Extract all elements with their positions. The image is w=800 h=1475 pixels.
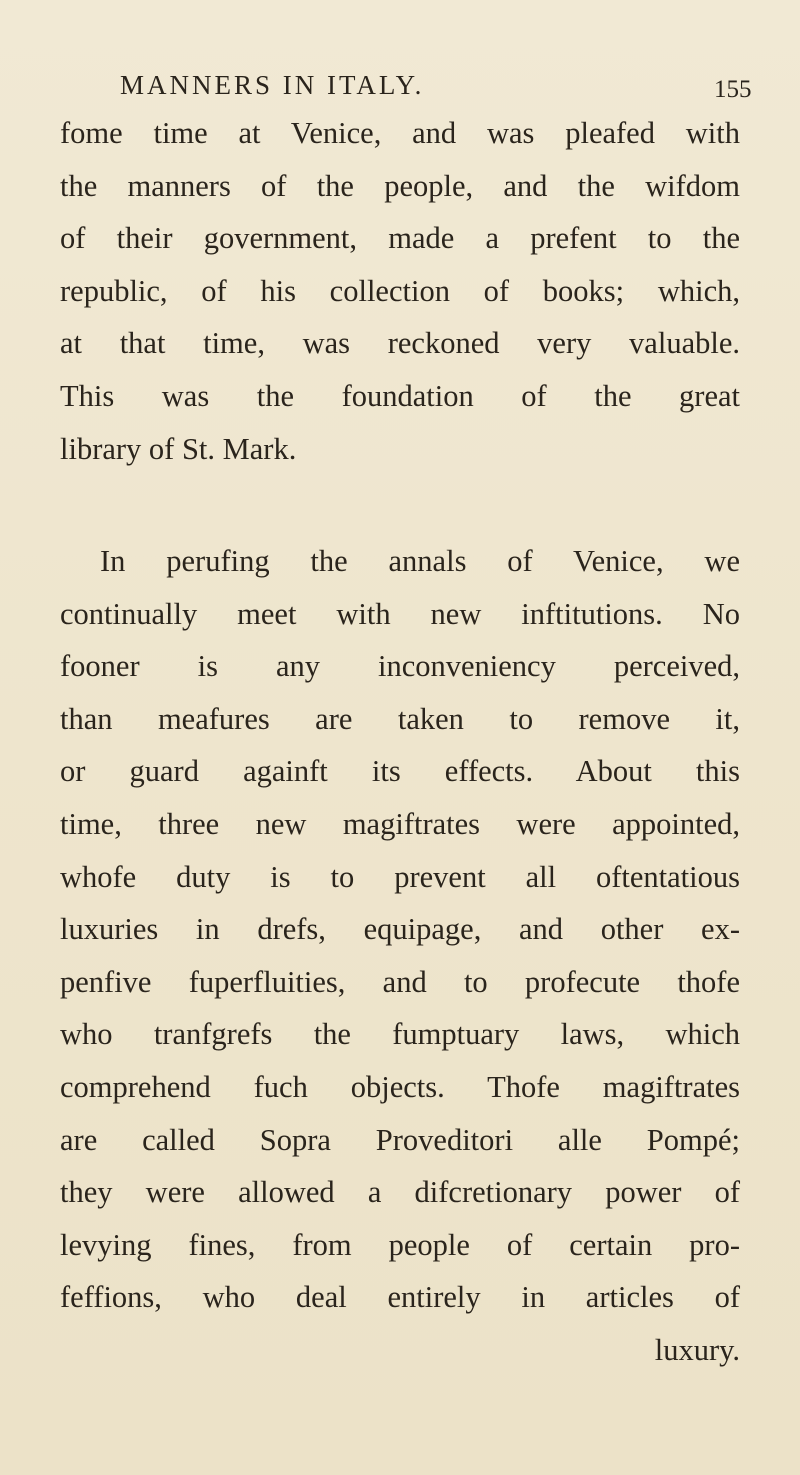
text-line: penfive fuperfluities, and to profecute thofe: [60, 964, 740, 999]
text-line: fooner is any inconveniency perceived,: [60, 649, 740, 684]
page-number: 155: [714, 76, 752, 103]
text-line: they were allowed a difcretionary power of: [60, 1175, 740, 1210]
text-line: levying fines, from people of certain pro-: [60, 1227, 740, 1262]
text-line: who tranfgrefs the fumptuary laws, which: [60, 1017, 740, 1052]
text-line: are called Sopra Proveditori alle Pompé;: [60, 1122, 740, 1157]
text-line: continually meet with new inftitutions. No: [60, 596, 740, 631]
text-line: library of St. Mark.: [60, 431, 297, 466]
text-line: the manners of the people, and the wifdom: [60, 168, 740, 203]
text-line: or guard againft its effects. About this: [60, 754, 740, 789]
text-line: than meafures are taken to remove it,: [60, 701, 740, 736]
text-line: at that time, was reckoned very valuable.: [60, 326, 740, 361]
text-line: In perufing the annals of Venice, we: [100, 544, 740, 578]
text-line: republic, of his collection of books; which,: [60, 273, 740, 308]
paragraph-2: [60, 535, 740, 1377]
text-line: This was the foundation of the great: [60, 378, 740, 413]
text-line: feffions, who deal entirely in articles of: [60, 1280, 740, 1315]
paragraph-1: [60, 107, 740, 475]
text-line: whofe duty is to prevent all oftentatious: [60, 859, 740, 894]
text-line: comprehend fuch objects. Thofe magiftrates: [60, 1069, 740, 1104]
text-line: of their government, made a prefent to the: [60, 221, 740, 256]
text-line: luxuries in drefs, equipage, and other ex-: [60, 912, 740, 947]
text-line: fome time at Venice, and was pleafed with: [60, 116, 740, 150]
running-head: MANNERS IN ITALY.: [120, 70, 425, 100]
text-line: time, three new magiftrates were appointed,: [60, 806, 740, 841]
text-line: luxury.: [654, 1332, 740, 1367]
